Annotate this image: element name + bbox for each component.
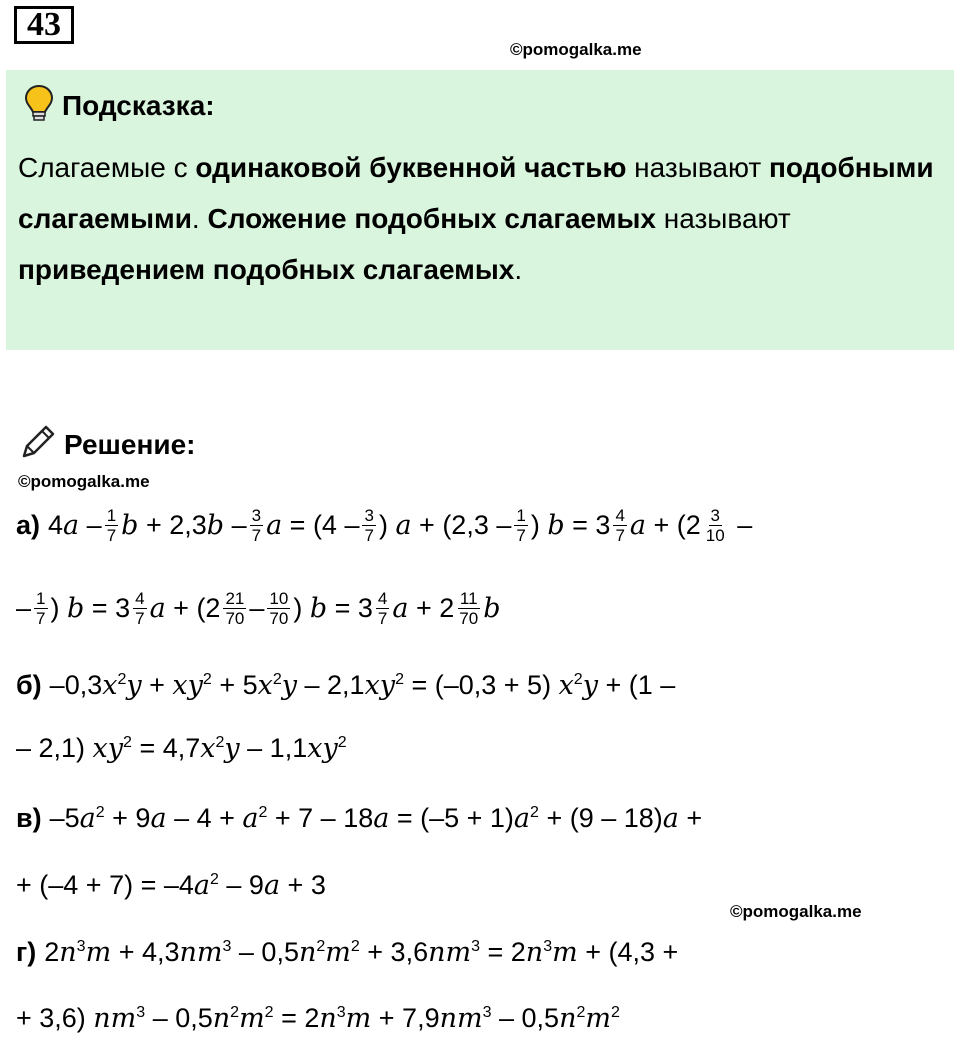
- hint-header: [24, 84, 215, 127]
- hint-title: Подсказка:: [62, 89, 215, 121]
- label-b: б): [16, 669, 42, 700]
- solution-b-line1: б) $-0,3x^2y + xy^2 + 5x^2y - 2,1xy^2 = (-0,3 + 5) x^2y + (1$ –: [16, 669, 676, 701]
- pencil-icon: [18, 422, 58, 467]
- hint-box: [6, 70, 954, 350]
- watermark: ©pomogalka.me: [510, 40, 642, 59]
- solution-a-line2: – 1 7 ) b = 3 4 7 a + (2 21 70 – 10 70 ) b = 3 4 7 a + 2 11 70 b: [16, 588, 501, 628]
- solution-a-line1: а) 4a – 1 7 b + 2,3b – 3 7 a = (4 – 3 7 ) a + (2,3 – 1 7 ) b = 3 4 7 a + (2 3 10 –: [16, 505, 753, 545]
- solution-title: Решение:: [64, 428, 196, 460]
- fraction: 1 7: [106, 505, 117, 545]
- label-a: а): [16, 509, 41, 540]
- watermark: ©pomogalka.me: [18, 472, 150, 491]
- solution-b-line2: – 2,1) $xy^2 = 4,7x^2y - 1,1xy^2$: [16, 732, 347, 764]
- solution-v-line1: в) $-5a^2 + 9a - 4 + a^2 + 7 - 18a = (-5 + 1)a^2 + (9 - 18)a$ +: [16, 802, 703, 834]
- task-number: 43: [14, 6, 74, 44]
- label-g: г): [16, 936, 37, 967]
- watermark: ©pomogalka.me: [730, 902, 862, 921]
- solution-header: [18, 422, 195, 467]
- hint-text: Слагаемые с одинаковой буквенной частью называют подобными слагаемыми. Сложение подобных слагаемых называют приведением подобных слагаемых.: [18, 152, 934, 285]
- solution-v-line2: + $(-4 + 7) = -4a^2 - 9a + 3$: [16, 869, 326, 901]
- lightbulb-icon: [24, 84, 54, 127]
- label-v: в): [16, 802, 42, 833]
- solution-g-line1: г) $2n^3m + 4,3nm^3 - 0,5n^2m^2 + 3,6nm^3 = 2n^3m + (4,3$ +: [16, 936, 679, 968]
- solution-g-line2: + 3,6) $nm^3 - 0,5n^2m^2 = 2n^3m + 7,9nm^3 - 0,5n^2m^2$: [16, 1002, 620, 1034]
